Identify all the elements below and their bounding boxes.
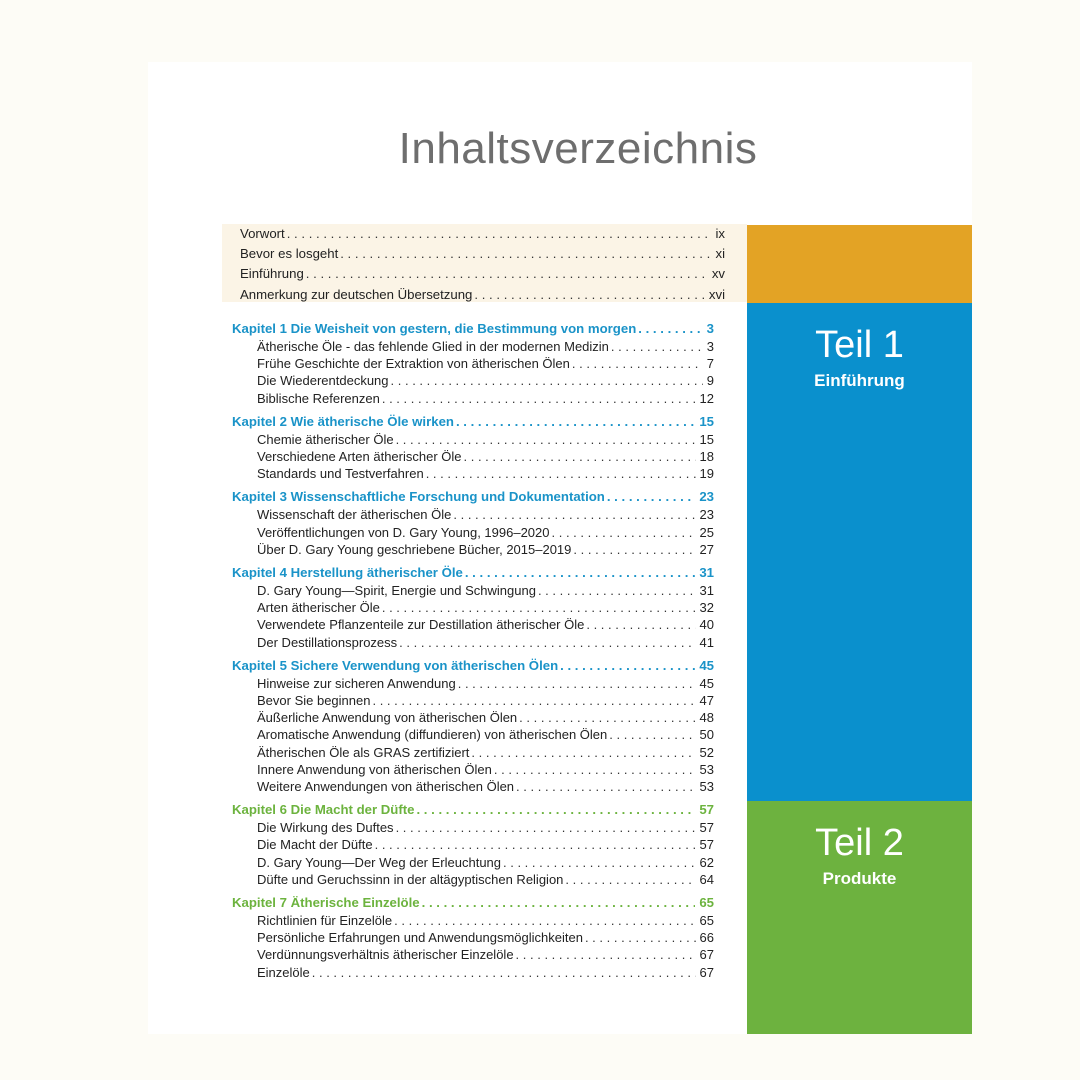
part-1-title: Teil 1 xyxy=(815,324,904,366)
dot-leader xyxy=(306,264,708,284)
section-title: Äußerliche Anwendung von ätherischen Ölen xyxy=(257,710,518,726)
dot-leader xyxy=(573,541,695,558)
chapter-title: Kapitel 7 Ätherische Einzelöle xyxy=(232,895,420,911)
dot-leader xyxy=(426,465,696,482)
dot-leader xyxy=(372,692,695,709)
chapter-page-number: 65 xyxy=(699,895,714,911)
section-page-number: 3 xyxy=(706,339,714,354)
section-page-number: 45 xyxy=(699,675,714,691)
chapter-list xyxy=(232,320,714,987)
section-entry[interactable] xyxy=(232,431,714,448)
section-entry[interactable] xyxy=(232,778,714,795)
dot-leader xyxy=(607,488,695,506)
dot-leader xyxy=(394,912,695,929)
section-page-number: 62 xyxy=(699,854,714,870)
chapter-7 xyxy=(232,894,714,981)
chapter-1 xyxy=(232,320,714,407)
section-entry[interactable] xyxy=(232,582,714,599)
chapter-page-number: 15 xyxy=(699,413,714,429)
part-1-block[interactable] xyxy=(747,303,972,801)
section-entry[interactable] xyxy=(232,390,714,407)
dot-leader xyxy=(609,726,695,743)
toc-page-number: ix xyxy=(715,226,725,241)
section-title: Verdünnungsverhältnis ätherischer Einzelöle xyxy=(257,947,514,963)
chapter-heading[interactable] xyxy=(232,320,714,338)
dot-leader xyxy=(464,448,696,465)
section-title: Ätherische Öle - das fehlende Glied in der modernen Medizin xyxy=(257,339,609,354)
dot-leader xyxy=(560,657,695,675)
section-page-number: 18 xyxy=(699,449,714,465)
section-page-number: 7 xyxy=(706,356,714,372)
section-title: Arten ätherischer Öle xyxy=(257,600,380,616)
chapter-2 xyxy=(232,413,714,483)
dot-leader xyxy=(471,744,695,761)
toc-entry-label: Anmerkung zur deutschen Übersetzung xyxy=(240,286,473,302)
dot-leader xyxy=(474,285,704,305)
section-title: Persönliche Erfahrungen und Anwendungsmöglichkeiten xyxy=(257,930,583,946)
page-title: Inhaltsverzeichnis xyxy=(398,124,758,173)
part-1-subtitle: Einführung xyxy=(814,371,905,390)
chapter-title: Kapitel 2 Wie ätherische Öle wirken xyxy=(232,413,454,429)
section-title: Bevor Sie beginnen xyxy=(257,693,371,709)
chapter-heading[interactable] xyxy=(232,657,714,675)
section-page-number: 41 xyxy=(699,634,714,650)
chapter-4 xyxy=(232,564,714,651)
chapter-title: Kapitel 6 Die Macht der Düfte xyxy=(232,802,415,818)
section-entry[interactable] xyxy=(232,929,714,946)
toc-page-number: xv xyxy=(711,266,725,282)
section-page-number: 19 xyxy=(699,466,714,482)
toc-entry[interactable] xyxy=(222,244,747,264)
dot-leader xyxy=(586,616,695,633)
section-entry[interactable] xyxy=(232,726,714,743)
section-page-number: 52 xyxy=(699,744,714,760)
dot-leader xyxy=(538,582,696,599)
section-entry[interactable] xyxy=(232,465,714,482)
dot-leader xyxy=(638,320,702,338)
section-entry[interactable] xyxy=(232,355,714,372)
dot-leader xyxy=(399,634,695,651)
section-entry[interactable] xyxy=(232,506,714,523)
section-title: Die Wiederentdeckung xyxy=(257,373,389,389)
section-page-number: 50 xyxy=(699,727,714,743)
section-title: Verschiedene Arten ätherischer Öle xyxy=(257,449,462,465)
section-entry[interactable] xyxy=(232,836,714,853)
section-page-number: 64 xyxy=(699,871,714,887)
front-matter-list xyxy=(222,224,747,302)
section-entry[interactable] xyxy=(232,448,714,465)
section-entry[interactable] xyxy=(232,599,714,616)
section-page-number: 53 xyxy=(699,761,714,777)
toc-page-number: xi xyxy=(715,246,725,262)
dot-leader xyxy=(611,338,703,355)
section-entry[interactable] xyxy=(232,854,714,871)
section-title: Standards und Testverfahren xyxy=(257,466,424,482)
section-page-number: 12 xyxy=(699,390,714,406)
dot-leader xyxy=(519,709,695,726)
dot-leader xyxy=(565,871,695,888)
section-title: Wissenschaft der ätherischen Öle xyxy=(257,507,452,523)
section-entry[interactable] xyxy=(232,338,714,355)
section-page-number: 67 xyxy=(699,947,714,963)
section-title: Einzelöle xyxy=(257,964,310,980)
section-page-number: 23 xyxy=(699,507,714,523)
chapter-page-number: 57 xyxy=(699,802,714,818)
section-title: Veröffentlichungen von D. Gary Young, 1996–2020 xyxy=(257,524,550,540)
section-title: Aromatische Anwendung (diffundieren) von ätherischen Ölen xyxy=(257,727,608,743)
chapter-page-number: 45 xyxy=(699,657,714,673)
chapter-title: Kapitel 1 Die Weisheit von gestern, die Bestimmung von morgen xyxy=(232,321,637,336)
section-title: Innere Anwendung von ätherischen Ölen xyxy=(257,761,492,777)
section-entry[interactable] xyxy=(232,946,714,963)
chapter-heading[interactable] xyxy=(232,801,714,819)
section-entry[interactable] xyxy=(232,692,714,709)
front-matter-color-block xyxy=(747,225,972,303)
dot-leader xyxy=(585,929,696,946)
toc-entry[interactable] xyxy=(222,224,747,244)
dot-leader xyxy=(552,524,696,541)
section-title: Die Wirkung des Duftes xyxy=(257,820,394,836)
chapter-6 xyxy=(232,801,714,888)
section-title: Richtlinien für Einzelöle xyxy=(257,913,393,929)
dot-leader xyxy=(396,431,696,448)
dot-leader xyxy=(375,836,696,853)
dot-leader xyxy=(503,854,696,871)
section-title: Weitere Anwendungen von ätherischen Ölen xyxy=(257,779,515,795)
section-page-number: 32 xyxy=(699,600,714,616)
section-page-number: 48 xyxy=(699,710,714,726)
section-entry[interactable] xyxy=(232,616,714,633)
dot-leader xyxy=(453,506,695,523)
section-entry[interactable] xyxy=(232,819,714,836)
dot-leader xyxy=(458,675,696,692)
chapter-title: Kapitel 4 Herstellung ätherischer Öle xyxy=(232,565,463,581)
toc-entry[interactable] xyxy=(222,285,747,305)
section-title: Die Macht der Düfte xyxy=(257,837,373,853)
section-title: Hinweise zur sicheren Anwendung xyxy=(257,675,456,691)
section-title: Der Destillationsprozess xyxy=(257,634,398,650)
section-page-number: 53 xyxy=(699,779,714,795)
dot-leader xyxy=(396,819,696,836)
section-title: Ätherischen Öle als GRAS zertifiziert xyxy=(257,744,470,760)
section-title: Frühe Geschichte der Extraktion von ätherischen Ölen xyxy=(257,356,570,372)
chapter-3 xyxy=(232,488,714,558)
section-entry[interactable] xyxy=(232,634,714,651)
section-entry[interactable] xyxy=(232,744,714,761)
section-page-number: 31 xyxy=(699,583,714,599)
chapter-heading[interactable] xyxy=(232,894,714,912)
chapter-page-number: 23 xyxy=(699,489,714,505)
part-2-subtitle: Produkte xyxy=(822,869,897,888)
section-page-number: 67 xyxy=(699,964,714,980)
section-title: Biblische Referenzen xyxy=(257,390,380,406)
section-title: Über D. Gary Young geschriebene Bücher, 2015–2019 xyxy=(257,541,572,557)
section-title: Düfte und Geruchssinn in der altägyptischen Religion xyxy=(257,871,564,887)
chapter-title: Kapitel 5 Sichere Verwendung von ätherischen Ölen xyxy=(232,657,559,673)
dot-leader xyxy=(391,372,703,389)
dot-leader xyxy=(416,801,695,819)
section-page-number: 66 xyxy=(699,930,714,946)
dot-leader xyxy=(287,224,712,244)
toc-entry-label: Vorwort xyxy=(240,226,285,241)
section-page-number: 25 xyxy=(699,524,714,540)
section-title: Verwendete Pflanzenteile zur Destillation ätherischer Öle xyxy=(257,617,585,633)
chapter-heading[interactable] xyxy=(232,564,714,582)
dot-leader xyxy=(382,390,696,407)
chapter-page-number: 3 xyxy=(706,321,714,336)
toc-entry-label: Einführung xyxy=(240,266,304,282)
dot-leader xyxy=(382,599,696,616)
section-page-number: 27 xyxy=(699,541,714,557)
dot-leader xyxy=(312,964,696,981)
section-page-number: 57 xyxy=(699,820,714,836)
toc-page-number: xvi xyxy=(708,286,725,302)
chapter-title: Kapitel 3 Wissenschaftliche Forschung und Dokumentation xyxy=(232,489,605,505)
section-title: Chemie ätherischer Öle xyxy=(257,431,394,447)
chapter-heading[interactable] xyxy=(232,488,714,506)
part-2-title: Teil 2 xyxy=(815,822,904,864)
section-title: D. Gary Young—Spirit, Energie und Schwingung xyxy=(257,583,536,599)
dot-leader xyxy=(572,355,703,372)
section-page-number: 40 xyxy=(699,617,714,633)
dot-leader xyxy=(422,894,696,912)
section-entry[interactable] xyxy=(232,709,714,726)
section-title: D. Gary Young—Der Weg der Erleuchtung xyxy=(257,854,502,870)
chapter-5 xyxy=(232,657,714,795)
dot-leader xyxy=(456,413,695,431)
dot-leader xyxy=(516,946,696,963)
section-page-number: 57 xyxy=(699,837,714,853)
page xyxy=(148,62,972,1034)
dot-leader xyxy=(340,244,711,264)
section-entry[interactable] xyxy=(232,912,714,929)
dot-leader xyxy=(465,564,695,582)
section-entry[interactable] xyxy=(232,761,714,778)
chapter-heading[interactable] xyxy=(232,413,714,431)
section-page-number: 15 xyxy=(699,431,714,447)
toc-entry[interactable] xyxy=(222,264,747,284)
section-entry[interactable] xyxy=(232,675,714,692)
section-entry[interactable] xyxy=(232,372,714,389)
section-entry[interactable] xyxy=(232,541,714,558)
section-page-number: 65 xyxy=(699,913,714,929)
section-page-number: 47 xyxy=(699,693,714,709)
dot-leader xyxy=(516,778,695,795)
dot-leader xyxy=(494,761,696,778)
toc-entry-label: Bevor es losgeht xyxy=(240,246,339,262)
section-entry[interactable] xyxy=(232,964,714,981)
chapter-page-number: 31 xyxy=(699,565,714,581)
section-entry[interactable] xyxy=(232,871,714,888)
section-entry[interactable] xyxy=(232,524,714,541)
part-2-block[interactable] xyxy=(747,801,972,1034)
section-page-number: 9 xyxy=(706,373,714,389)
